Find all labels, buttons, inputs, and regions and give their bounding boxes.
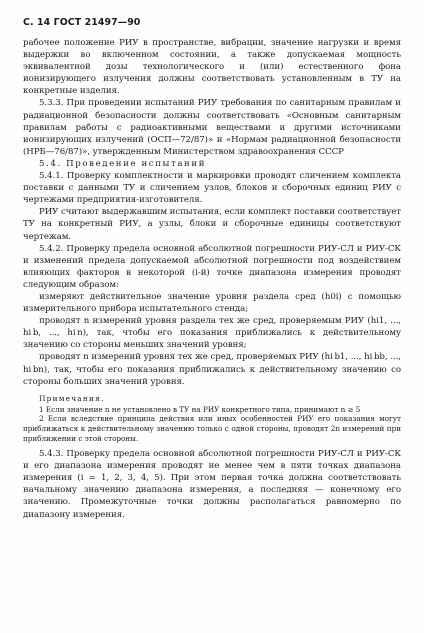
paragraph-5-3-3: 5.3.3. При проведении испытаний РИУ требования по санитарным правилам и радиационной безопасности должны соответствовать «Основным санитарным правилам работы с радиоактивными веществами и другими источниками ионизирующих излучений (ОСП—72/87)» и «Нормам радиационной безопасности (НРБ—76/87)», утвержденным Министерством здравоохранения СССР [23, 98, 401, 157]
page-header: С. 14 ГОСТ 21497—90 [23, 17, 141, 28]
page-body [23, 37, 401, 521]
paragraph-measure-lower: проводят n измерений уровня раздела тех же сред, проверяемым РИУ (hi1, ..., hi b, ..., hi n), так, чтобы его показания приближались к действительному значению со стороны меньших значений уровня; [23, 316, 401, 351]
paragraph-acceptance: РИУ считают выдержавшим испытания, если комплект поставки соответствует ТУ на конкретный РИУ, а узлы, блоки и сборочные единицы соответствуют чертежам. [23, 207, 401, 242]
paragraph-continuation: рабочее положение РИУ в пространстве, вибрации, значение нагрузки и время выдержки во включенном состоянии, а также допускаемая мощность эквивалентной дозы технологического и (или) естественного фона ионизирующего излучения должны соответствовать установленным в ТУ на конкретные изделия. [23, 38, 401, 97]
paragraph-measure-upper: проводят n измерений уровня тех же сред, проверяемых РИУ (hi b1, ..., hi bb, ..., hi bn), так, чтобы его показания приближались к действительному значению со стороны больших значений уровня. [23, 352, 401, 387]
section-heading [39, 158, 401, 170]
note-1: 1 Если значение n не установлено в ТУ на РИУ конкретного типа, принимают n ≥ 5 [39, 404, 361, 414]
paragraph-5-4-3: 5.4.3. Проверку предела основной абсолютной погрешности РИУ-СЛ и РИУ-СК и его диапазона измерения проводят не менее чем в пяти точках диапазона измерения (i = 1, 2, 3, 4, 5). При этом первая точка должна соответствовать начальному значению диапазона измерения, а последняя — конечному его значению. Промежуточные точки должны располагаться равномерно по диапазону измерения. [23, 449, 401, 520]
paragraph-measure-actual: измеряют действительное значение уровня раздела сред (h0i) с помощью измерительного прибора испытательного стенда; [23, 291, 401, 315]
note-2: 2 Если вследствие принципа действия или иных особенностей РИУ его показания могут приближаться к действительному значению только с одной стороны, проводят 2n измерений при приближении с этой стороны. [23, 414, 401, 443]
paragraph-5-4-1: 5.4.1. Проверку комплектности и маркировки проводят сличением комплекта поставки с данными ТУ и сличением узлов, блоков и сборочных единиц РИУ с чертежами предприятия-изготовителя. [23, 171, 401, 206]
notes-title: Примечания. [39, 393, 105, 403]
paragraph-5-4-2: 5.4.2. Проверку предела основной абсолютной погрешности РИУ-СЛ и РИУ-СК и изменений предела допускаемой абсолютной погрешности под воздействием влияющих факторов в некоторой (i-й) точке диапазона измерения проводят следующим образом: [23, 243, 401, 290]
section-heading-text: 5.4. Проведение испытаний [39, 158, 207, 169]
